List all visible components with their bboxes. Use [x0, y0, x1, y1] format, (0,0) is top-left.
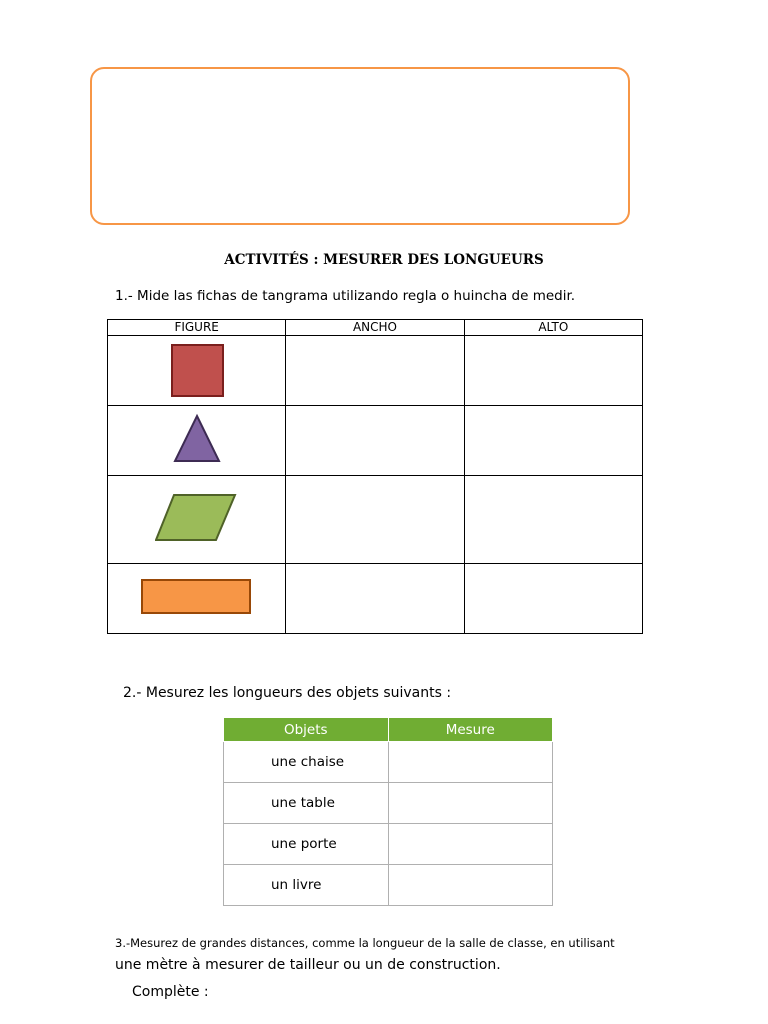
question-2-text: 2.- Mesurez les longueurs des objets suivants :: [123, 685, 452, 701]
parallelogram-shape: [156, 495, 235, 540]
ancho-cell[interactable]: [286, 564, 464, 634]
table-row: [108, 476, 643, 564]
header-objets: Objets: [224, 718, 389, 742]
triangle-shape: [175, 416, 219, 461]
table-row: [224, 865, 553, 906]
object-name: une chaise: [224, 742, 389, 783]
rectangle-shape: [142, 580, 250, 613]
table-row: [224, 783, 553, 824]
tangram-table: [107, 319, 643, 634]
alto-cell[interactable]: [464, 336, 642, 406]
measure-cell[interactable]: [388, 824, 553, 865]
rectangle-icon: [139, 577, 255, 617]
square-icon: [167, 339, 227, 399]
figure-cell: [108, 336, 286, 406]
table-row: [224, 742, 553, 783]
measure-cell[interactable]: [388, 783, 553, 824]
page-title: ACTIVITÉS : MESURER DES LONGUEURS: [224, 252, 544, 268]
table-row: [108, 564, 643, 634]
alto-cell[interactable]: [464, 476, 642, 564]
object-name: une table: [224, 783, 389, 824]
question-1-text: 1.- Mide las fichas de tangrama utilizando regla o huincha de medir.: [115, 288, 576, 304]
table-row: [224, 824, 553, 865]
header-mesure: Mesure: [388, 718, 553, 742]
object-name: un livre: [224, 865, 389, 906]
table-row: [108, 336, 643, 406]
header-figure: FIGURE: [108, 320, 286, 336]
figure-cell: [108, 564, 286, 634]
alto-cell[interactable]: [464, 406, 642, 476]
ancho-cell[interactable]: [286, 406, 464, 476]
measure-cell[interactable]: [388, 742, 553, 783]
header-box: [90, 67, 630, 225]
question-3-line-1: 3.-Mesurez de grandes distances, comme la longueur de la salle de classe, en utilisant: [115, 936, 615, 950]
ancho-cell[interactable]: [286, 336, 464, 406]
alto-cell[interactable]: [464, 564, 642, 634]
parallelogram-icon: [155, 490, 239, 546]
table-row: [108, 406, 643, 476]
table-header-row: [224, 718, 553, 742]
object-name: une porte: [224, 824, 389, 865]
objects-table: [223, 717, 553, 906]
table-header-row: [108, 320, 643, 336]
ancho-cell[interactable]: [286, 476, 464, 564]
question-3-line-3: Complète :: [132, 984, 209, 1000]
triangle-icon: [167, 409, 227, 469]
header-alto: ALTO: [464, 320, 642, 336]
question-3-line-2: une mètre à mesurer de tailleur ou un de construction.: [115, 957, 501, 973]
measure-cell[interactable]: [388, 865, 553, 906]
header-ancho: ANCHO: [286, 320, 464, 336]
figure-cell: [108, 406, 286, 476]
square-shape: [172, 345, 223, 396]
figure-cell: [108, 476, 286, 564]
